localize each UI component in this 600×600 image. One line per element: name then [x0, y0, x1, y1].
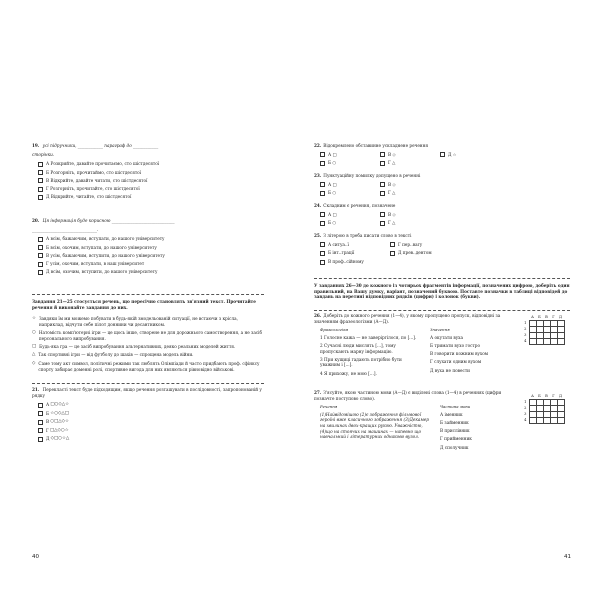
question-20 [32, 218, 262, 278]
question-19 [32, 143, 262, 203]
question-number: 20. [32, 218, 40, 223]
answer-checkbox[interactable] [38, 403, 43, 408]
grid-cell[interactable] [536, 417, 543, 423]
grid-cell[interactable] [557, 417, 564, 423]
list-item: Г слухати одним вухом [430, 359, 482, 365]
answer-checkbox[interactable] [440, 152, 445, 157]
answer-checkbox[interactable] [380, 221, 385, 226]
answer-checkbox[interactable] [380, 152, 385, 157]
answer-checkbox[interactable] [38, 195, 43, 200]
answer-grid-26 [522, 315, 565, 345]
answer-option[interactable]: А всім, бажаючим, вступати, до нашого університету [38, 236, 262, 242]
question-prompt: Відокремлено обставинне ускладнене речення [323, 143, 429, 148]
sentence-text: (1)Найвідомішою (2)є зображення фільмової героїні вже класичного зображення (3)Декамер на хвилинах двох-кращих рукою. Уважністю, (4)що на стоячих на машинах — напевно що навчальний і літературних однаково вузол. [320, 411, 429, 440]
column-header: Значення [430, 327, 450, 333]
grid-row-label: 2 [524, 405, 527, 410]
question-prompt: Складним є речення, позначене [323, 203, 396, 208]
symbol-sequence: □△◇○☆ [49, 427, 69, 433]
square-icon: □ [32, 343, 37, 349]
list-item: А окутати вуха [430, 334, 464, 340]
right-page [300, 0, 600, 600]
answer-option[interactable]: Г пер..вагу [390, 242, 460, 248]
answer-option[interactable]: А □○◇△☆ [38, 402, 264, 408]
section-divider [32, 294, 264, 295]
answer-checkbox[interactable] [320, 191, 325, 196]
answer-checkbox[interactable] [38, 262, 43, 267]
answer-checkbox[interactable] [38, 162, 43, 167]
question-25 [314, 233, 564, 265]
passage-sentence: ○ Натомість комп'ютерні ігри — це щось інше, створене не для дорожнього самостворення, а не засіб персонального випробування. [32, 329, 263, 341]
grid-cell[interactable] [557, 338, 564, 344]
answer-option[interactable]: Б ○ [320, 160, 380, 166]
answer-option[interactable]: Г усім, охочим, вступати, в наш університет [38, 261, 262, 267]
answer-option[interactable]: Г □△◇○☆ [38, 428, 264, 434]
answer-option[interactable]: В ◇ [380, 182, 440, 188]
question-number: 19. [32, 143, 40, 148]
grid-col-label: Г [552, 315, 555, 319]
grid-col-label: А [531, 315, 534, 319]
symbol-sequence: ☆○◇△□ [50, 410, 69, 416]
grid-cell[interactable] [529, 338, 536, 344]
answer-checkbox[interactable] [38, 178, 43, 183]
question-number: 25. [314, 233, 322, 238]
question-number: 22. [314, 143, 322, 148]
question-26 [314, 313, 519, 379]
answer-option[interactable]: В Відкрийте, давайте читати, сто шістдесятої [38, 178, 262, 184]
answer-option[interactable]: В проф..сійному [320, 259, 390, 265]
answer-option[interactable]: А □ [320, 182, 380, 188]
question-prompt-continued: _______________________________. [32, 226, 99, 232]
answer-checkbox[interactable] [320, 161, 325, 166]
answer-checkbox[interactable] [380, 161, 385, 166]
answer-checkbox[interactable] [380, 182, 385, 187]
grid-col-label: Б [538, 394, 541, 398]
list-item: 2 Сучасні люди мислять [...], тому пропускають марну інформацію. [320, 342, 396, 354]
triangle-icon: △ [32, 352, 36, 358]
answer-option[interactable]: Б всім, охочим, вступати, до нашого університету [38, 245, 262, 251]
answer-checkbox[interactable] [38, 411, 43, 416]
diamond-icon: ◇ [32, 360, 36, 366]
passage-sentence: ☆ Завдяки їм ми можемо побувати в будь-якій змодельованій ситуації, не встаючи з крісла, наприклад, відчути себе пілот доннини чи десантником. [32, 316, 239, 327]
question-prompt: Пунктуаційну помилку допущено в реченні [323, 173, 421, 178]
list-item: В говорити кожним вухом [430, 351, 489, 357]
grid-row-label: 4 [524, 338, 527, 343]
task-intro: У завданнях 26—30 до кожного із чотирьох фрагментів інформації, позначених цифрою, доберіть один правильний, на Вашу думку, варіант, позначений буквою. Поставте позначки в таблиці відповідей до завдань на перетині відповідних рядків (цифри) і колонок (букви). [314, 283, 570, 300]
question-22 [314, 143, 564, 166]
answer-option[interactable]: Д ☆ [440, 152, 500, 158]
grid-cell[interactable] [543, 417, 550, 423]
grid-cell[interactable] [536, 338, 543, 344]
question-prompt: З'ясуйте, якою частиною мови (А—Д) є виділені слова (1—4) в реченнях (цифри позначте поступово слово). [314, 390, 502, 401]
answer-checkbox[interactable] [320, 212, 325, 217]
answer-checkbox[interactable] [320, 221, 325, 226]
list-item: Г прийменник [440, 436, 472, 442]
question-prompt: Ця інформація буде корисною ______________________________ [42, 218, 175, 223]
page-number: 41 [564, 554, 571, 560]
question-prompt: Перекласті текст буде підходящим, якщо речення розташувати в послідовності, запропонованій у рядку [32, 387, 262, 398]
grid-col-label: Д [559, 394, 562, 398]
answer-option[interactable]: Д прев..дентом [390, 250, 460, 256]
list-item: 1 Голосне кажа — не заверіргілося, по [...]. [320, 334, 417, 340]
answer-option[interactable]: А Розкрийте, давайте прочитаємо, сто шістдесятої [38, 161, 262, 167]
answer-checkbox[interactable] [38, 170, 43, 175]
grid-row-label: 2 [524, 326, 527, 331]
passage-sentence: △ Так спортивні ігри — від футболу до шахів — спрощена модель війни. [32, 352, 194, 358]
answer-option[interactable]: Г △ [380, 160, 440, 166]
grid-row-label: 3 [524, 332, 527, 337]
answer-checkbox[interactable] [390, 251, 395, 256]
answer-option[interactable]: А □ [320, 212, 380, 218]
answer-option[interactable]: А ситуа..ї [320, 242, 390, 248]
question-number: 23. [314, 173, 322, 178]
question-27 [314, 390, 519, 453]
circle-icon: ○ [32, 329, 36, 335]
answer-grid-27 [522, 394, 565, 424]
list-item: Д вуха не повести [430, 367, 470, 373]
question-number: 27. [314, 390, 322, 395]
question-prompt-continued: сторінки. [32, 151, 55, 157]
answer-option[interactable]: Б ○ [320, 220, 380, 226]
section-divider [314, 278, 570, 279]
symbol-sequence: ○□△◇☆ [50, 419, 69, 425]
list-item: В прислівник [440, 428, 470, 434]
answer-option[interactable]: Д Відкрийте, читайте, сто шістдесятої [38, 194, 262, 200]
answer-checkbox[interactable] [38, 253, 43, 258]
answer-option[interactable]: Б Розгорніть, прочитаймо, сто шістдесятої [38, 170, 262, 176]
answer-option[interactable]: Д всім, охочим, вступити, до нашого університету [38, 269, 262, 275]
question-number: 26. [314, 313, 322, 318]
answer-option[interactable]: Г Розгорніть, прочитайте, сто шістдесятої [38, 186, 262, 192]
grid-row-label: 1 [524, 399, 527, 404]
grid-row-label: 3 [524, 411, 527, 416]
grid-col-label: В [545, 315, 548, 319]
answer-checkbox[interactable] [320, 260, 325, 265]
answer-checkbox[interactable] [38, 237, 43, 242]
answer-checkbox[interactable] [390, 242, 395, 247]
answer-checkbox[interactable] [320, 152, 325, 157]
answer-option[interactable]: Г △ [380, 220, 440, 226]
symbol-sequence: □○◇△☆ [50, 402, 70, 408]
list-item: А іменник [440, 411, 463, 417]
question-prompt: усі підручники, ____________ параграф до ____________ [42, 143, 159, 148]
grid-cell[interactable] [543, 338, 550, 344]
question-number: 24. [314, 203, 322, 208]
section-divider [314, 310, 570, 311]
question-prompt: З літерою в треба писати слово в тексті [323, 233, 412, 238]
answer-checkbox[interactable] [38, 270, 43, 275]
answer-checkbox[interactable] [38, 187, 43, 192]
grid-col-label: А [531, 394, 534, 398]
answer-checkbox[interactable] [380, 191, 385, 196]
grid-col-label: Г [552, 394, 555, 398]
question-number: 21. [32, 387, 40, 392]
answer-option[interactable]: Б ☆○◇△□ [38, 411, 264, 417]
answer-option[interactable]: Б ○ [320, 190, 380, 196]
question-24 [314, 203, 564, 226]
star-icon: ☆ [32, 316, 36, 321]
answer-option[interactable]: Г △ [380, 190, 440, 196]
answer-checkbox[interactable] [38, 420, 43, 425]
grid-cell[interactable] [529, 417, 536, 423]
passage-sentence: ◇ Саме тому акт символ, політичні режими так люблять Олімпіади й часто придбають проф. сфінксу спорту забирає доменні ролі, спортивне вигода для них являються рівновідно військові. [32, 360, 260, 372]
answer-checkbox[interactable] [320, 251, 325, 256]
question-23 [314, 173, 564, 196]
answer-option[interactable]: В ◇ [380, 152, 440, 158]
list-item: 3 При кущиці гадають потрібно бути уважним і [...]. [320, 356, 402, 368]
answer-option[interactable]: А □ [320, 152, 380, 158]
grid-col-label: В [545, 394, 548, 398]
column-header: Частина мови [440, 404, 471, 410]
section-divider [32, 383, 264, 384]
list-item: Б займенник [440, 419, 469, 425]
column-header: Речення [320, 404, 338, 410]
answer-checkbox[interactable] [38, 428, 43, 433]
grid-cell[interactable] [550, 338, 557, 344]
answer-option[interactable]: Б інт..грації [320, 250, 390, 256]
answer-checkbox[interactable] [320, 182, 325, 187]
answer-checkbox[interactable] [38, 437, 43, 442]
answer-option[interactable]: В ◇ [380, 212, 440, 218]
answer-checkbox[interactable] [38, 245, 43, 250]
list-item: Д сполучник [440, 444, 469, 450]
answer-option[interactable]: Д ◇□○☆△ [38, 436, 264, 442]
page-number: 40 [32, 554, 39, 560]
answer-option[interactable]: В усім, бажаючим, вступити, до нашого університету [38, 253, 262, 259]
question-prompt: Доберіть до кожного речення (1—4), у якому пропущено пропуск, відповідні за значенням фразеологізми (А—Д). [314, 313, 501, 324]
grid-cell[interactable] [550, 417, 557, 423]
passage-sentence: □ Будь-яка гра — це засіб випробування альтернативних, деяко реальних моделей життя. [32, 343, 236, 349]
answer-checkbox[interactable] [320, 242, 325, 247]
list-item: Б тримати вухо гостро [430, 342, 481, 348]
grid-col-label: Б [538, 315, 541, 319]
answer-option[interactable]: В ○□△◇☆ [38, 419, 264, 425]
task-intro: Завдання 21—25 стосується речень, що пересічно становлять зв'язний текст. Прочитайте речення й виконайте завдання до них. [32, 299, 256, 310]
grid-col-label: Д [559, 315, 562, 319]
symbol-sequence: ◇□○☆△ [50, 436, 70, 442]
list-item: 4 Я прихожу, не мою [...]. [320, 370, 377, 376]
column-header: Фразеологізм [320, 327, 349, 333]
question-21 [32, 387, 264, 445]
grid-row-label: 1 [524, 320, 527, 325]
answer-checkbox[interactable] [380, 212, 385, 217]
reading-passage [32, 316, 264, 375]
grid-row-label: 4 [524, 417, 527, 422]
